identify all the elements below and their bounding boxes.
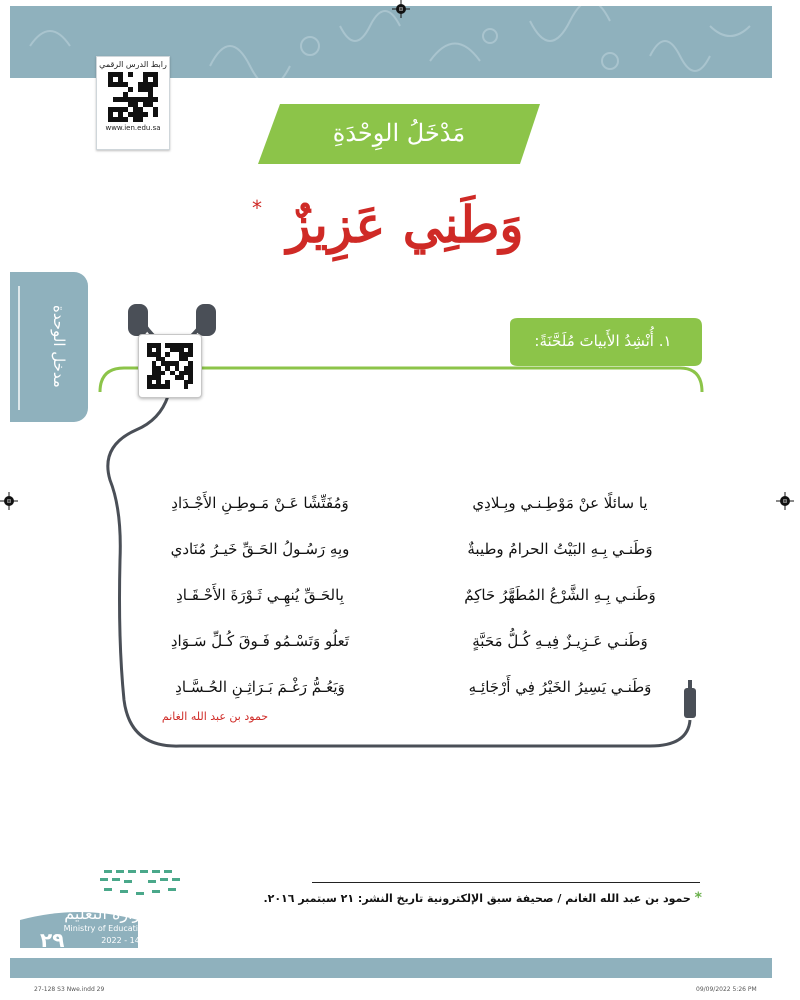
qr-caption: رابط الدرس الرقمي: [99, 60, 167, 69]
task-instruction: ١. أُنْشِدُ الأَبياتَ مُلَحَّنَةً:: [534, 332, 672, 350]
footnote-text: حمود بن عبد الله الغانم / صحيفة سبق الإلكترونية تاريخ النشر: ٢١ سبتمبر ٢٠١٦.: [263, 892, 691, 905]
footnote-divider: [312, 882, 700, 883]
audio-qr-card[interactable]: [138, 334, 202, 398]
verse-second-hemistich: تَعلُو وَتَسْـمُو فَـوقَ كُـلِّ سَـوَادِ: [170, 632, 350, 650]
footer-band: [10, 958, 772, 978]
poet-name: حمود بن عبد الله الغانم: [161, 710, 269, 723]
title-footnote-marker: *: [252, 196, 262, 220]
right-earbud-icon: [196, 304, 216, 336]
poem-verse: [130, 618, 690, 664]
print-slug-date: 09/09/2022 5:26 PM: [696, 986, 757, 993]
verse-second-hemistich: وَمُفَتِّشًا عَـنْ مَـوطِـنِ الأَجْـدَادِ: [171, 494, 349, 512]
lesson-title: وَطَنِي عَزِيزٌ: [286, 195, 524, 254]
verse-second-hemistich: بِالحَـقِّ يُنهِـي ثَـوْرَةَ الأَحْـقَـادِ: [176, 586, 344, 604]
footnote: [263, 890, 702, 906]
print-slug-file: 27-128 S3 Nwe.indd 29: [34, 986, 105, 993]
ministry-name-english: Ministry of Education: [63, 924, 148, 933]
verse-first-hemistich: وَطَنـي عَـزِيـزٌ فِيـهِ كُـلُّ مَحَبَّةٍ: [472, 632, 648, 650]
verse-first-hemistich: يا سائلًا عنْ مَوْطِـنـي وبِـلادِي: [472, 494, 648, 512]
qr-url[interactable]: www.ien.edu.sa: [105, 124, 161, 132]
verse-second-hemistich: وبِهِ رَسُـولُ الحَـقِّ خَيـرُ مُنَادي: [170, 540, 350, 558]
footnote-marker: *: [694, 890, 702, 906]
audio-qr-code-icon[interactable]: [147, 343, 193, 389]
poem: [130, 480, 690, 710]
ministry-year: 2022 - 1444: [101, 936, 150, 945]
poem-verse: [130, 480, 690, 526]
page-number: ٢٩: [40, 928, 65, 952]
verse-first-hemistich: وَطَنـي بِـهِ الشَّرْعُ المُطَهَّرُ حَاكِمٌ: [464, 586, 656, 604]
side-tab-label: مدخل الوحدة: [50, 304, 68, 388]
poem-verse: [130, 572, 690, 618]
poem-verse: [130, 664, 690, 710]
left-earbud-icon: [128, 304, 148, 336]
verse-first-hemistich: وَطَنـي يَسِيرُ الخَيْرُ فِي أَرْجَائِـهِ: [468, 678, 652, 696]
verse-first-hemistich: وَطَنـي بِـهِ البَيْتُ الحرامُ وطيبةٌ: [467, 540, 653, 558]
poem-verse: [130, 526, 690, 572]
unit-label: مَدْخَلُ الوِحْدَةِ: [332, 119, 466, 147]
ministry-name-arabic: وزارة التعليم: [64, 904, 148, 923]
verse-second-hemistich: وَيَعُـمُّ رَغْـمَ بَـرَاثِـنِ الحُـسَّـادِ: [175, 678, 345, 696]
